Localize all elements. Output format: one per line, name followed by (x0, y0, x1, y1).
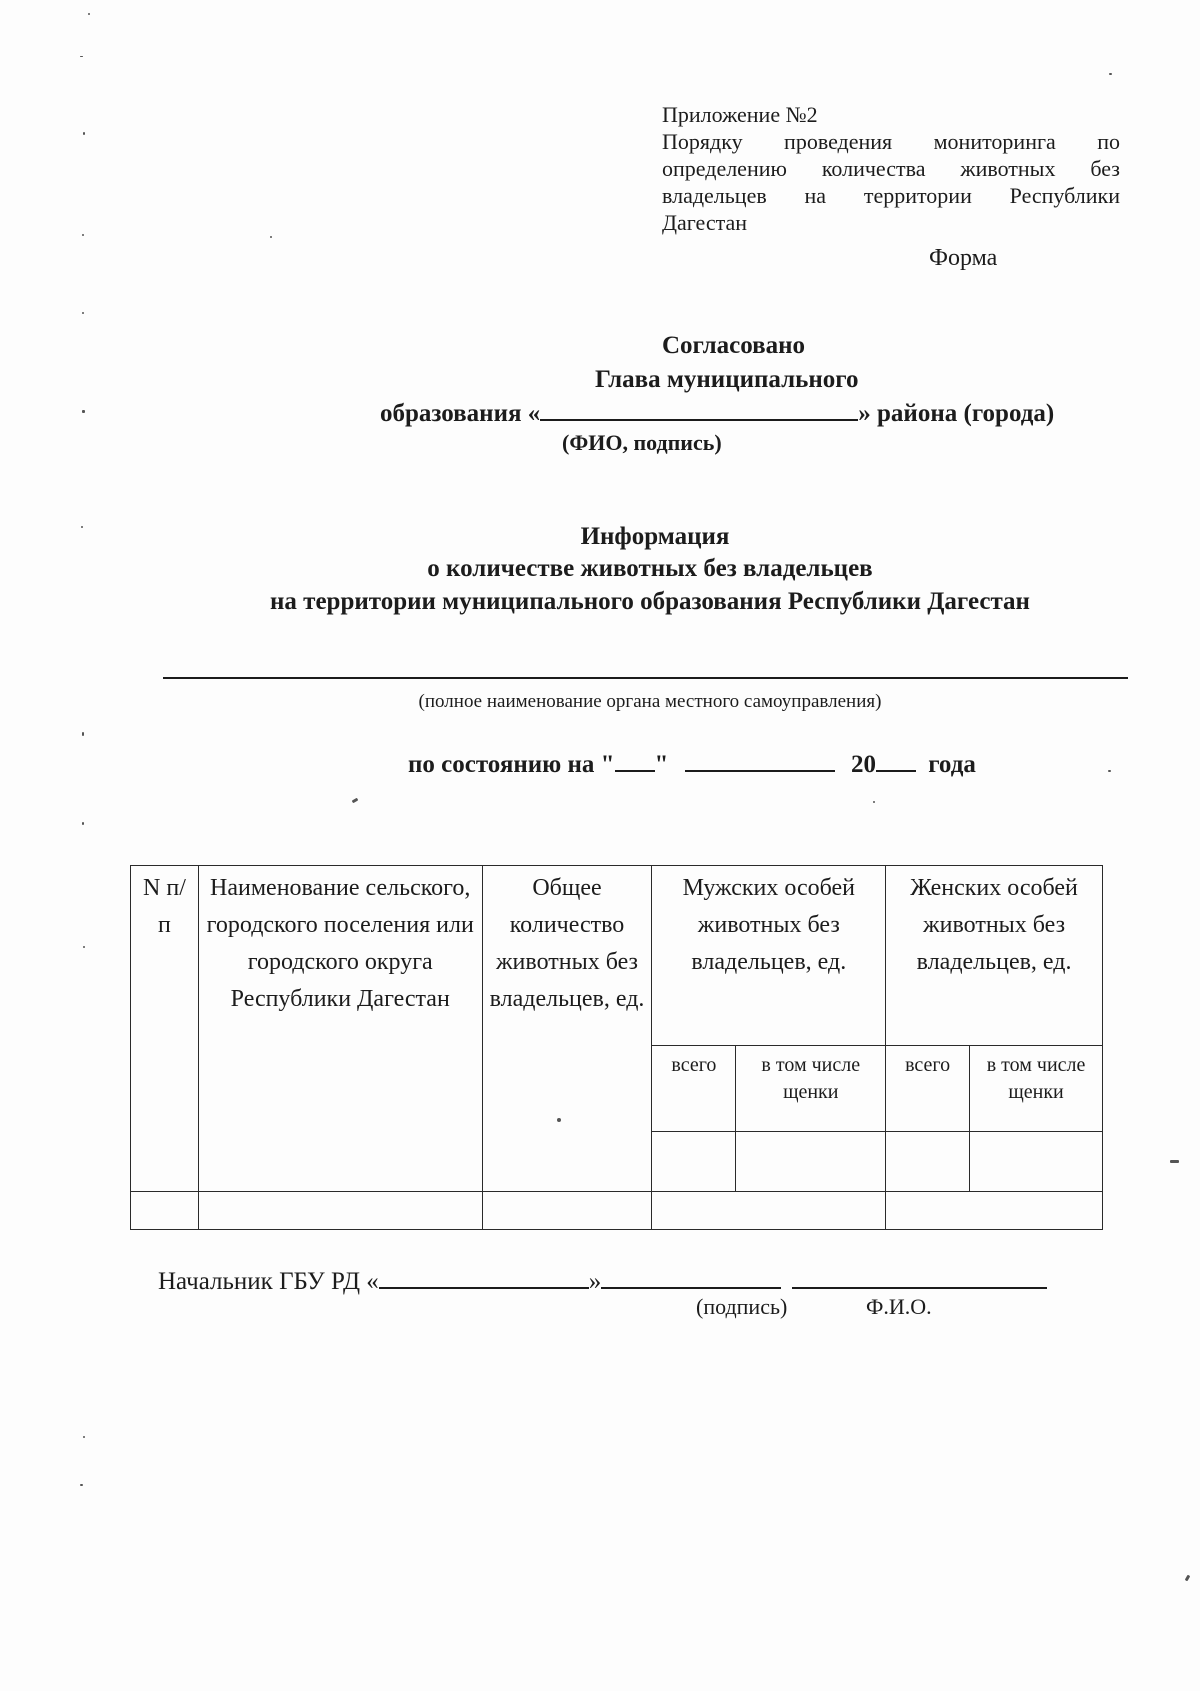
scan-speck (557, 1118, 561, 1122)
date-quote: " (654, 751, 669, 778)
table-cell[interactable] (131, 1192, 199, 1230)
signature-line (158, 1265, 1047, 1296)
table-cell[interactable] (198, 1192, 482, 1230)
name-blank-field[interactable] (792, 1265, 1047, 1289)
header-settlement-name: Наименование сельского, городского поселения или городского округа Республики Дагестан (198, 866, 482, 1192)
header-female: Женских особей животных без владельцев, ед. (886, 866, 1103, 1046)
scan-speck (83, 1436, 85, 1438)
animals-table (130, 865, 1103, 1230)
scan-speck (88, 13, 90, 15)
approval-fio-caption: (ФИО, подпись) (562, 430, 722, 455)
signature-quote: » (588, 1268, 602, 1295)
scan-speck (1170, 1160, 1179, 1163)
header-total-count: Общее количество животных без владельцев, ед. (482, 866, 652, 1192)
year-blank-field[interactable] (876, 748, 916, 772)
scan-speck (270, 236, 272, 238)
approval-municipality-line (380, 397, 1054, 428)
appendix-number: Приложение №2 (662, 102, 818, 127)
approval-line-prefix: образования « (380, 400, 541, 427)
header-male: Мужских особей животных без владельцев, ед. (652, 866, 886, 1046)
form-label: Форма (929, 245, 998, 271)
approval-line-suffix: » района (города) (858, 400, 1055, 427)
date-suffix: года (928, 751, 976, 778)
date-prefix: по состоянию на " (408, 751, 615, 778)
scan-speck (83, 946, 85, 948)
scan-speck (82, 732, 84, 736)
scan-speck (873, 801, 875, 803)
subheader-male-total: всего (652, 1046, 736, 1132)
table-cell[interactable] (736, 1132, 886, 1192)
institution-blank-field[interactable] (379, 1265, 589, 1289)
appendix-line: Дагестан (662, 210, 748, 235)
municipality-blank-field[interactable] (540, 397, 858, 421)
authority-blank-field[interactable] (163, 677, 1128, 679)
document-subtitle: на территории муниципального образования Республики Дагестан (270, 588, 1030, 615)
scan-speck (82, 410, 85, 413)
scan-speck (82, 234, 84, 236)
authority-caption: (полное наименование органа местного самоуправления) (418, 691, 882, 712)
table-cell[interactable] (970, 1132, 1103, 1192)
scan-speck (80, 1484, 83, 1486)
subheader-female-total: всего (886, 1046, 970, 1132)
approval-title: Согласовано (662, 332, 806, 359)
name-caption: Ф.И.О. (866, 1294, 932, 1319)
appendix-line: определению количества животных без (662, 156, 1120, 181)
scan-speck (82, 822, 84, 825)
table-cell[interactable] (886, 1192, 1103, 1230)
header-number: N п/п (131, 866, 199, 1192)
table-cell[interactable] (652, 1192, 886, 1230)
table-cell[interactable] (886, 1132, 970, 1192)
day-blank-field[interactable] (615, 748, 655, 772)
year-prefix: 20 (850, 751, 876, 778)
scan-speck (82, 312, 84, 314)
subheader-male-puppies: в том числе щенки (736, 1046, 886, 1132)
signature-blank-field[interactable] (601, 1265, 781, 1289)
table-row (131, 1192, 1103, 1230)
signature-caption: (подпись) (696, 1294, 788, 1319)
scan-speck (80, 56, 83, 57)
document-subtitle: о количестве животных без владельцев (427, 555, 873, 582)
scan-speck (1185, 1575, 1191, 1582)
signature-prefix: Начальник ГБУ РД « (158, 1268, 379, 1295)
appendix-line: Порядку проведения мониторинга по (662, 129, 1120, 154)
scan-speck (83, 132, 85, 135)
scan-speck (81, 526, 83, 528)
document-title: Информация (580, 523, 730, 550)
appendix-block (662, 101, 1120, 236)
table-cell[interactable] (652, 1132, 736, 1192)
approval-head: Глава муниципального (595, 366, 859, 393)
date-line (408, 748, 976, 779)
scan-speck (352, 798, 359, 804)
appendix-line: владельцев на территории Республики (662, 183, 1120, 208)
scan-speck (1108, 770, 1111, 772)
month-blank-field[interactable] (685, 748, 835, 772)
subheader-female-puppies: в том числе щенки (970, 1046, 1103, 1132)
table-cell[interactable] (482, 1192, 652, 1230)
scan-speck (1109, 73, 1112, 75)
